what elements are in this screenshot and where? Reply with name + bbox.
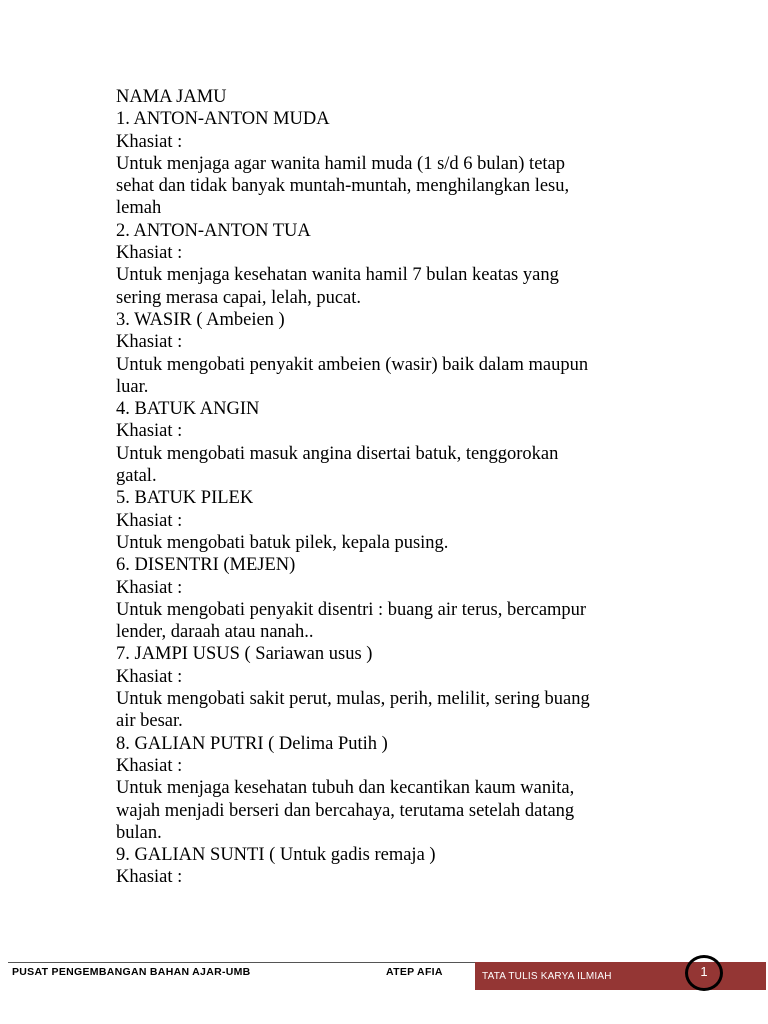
footer-institution: PUSAT PENGEMBANGAN BAHAN AJAR-UMB [12,966,251,978]
document-line: Khasiat : [116,332,183,353]
footer-course-title: TATA TULIS KARYA ILMIAH [482,971,612,982]
document-line: 6. DISENTRI (MEJEN) [116,555,296,576]
document-line: luar. [116,376,149,397]
document-line: Untuk menjaga kesehatan wanita hamil 7 bulan keatas yang [116,265,559,286]
document-line: NAMA JAMU [116,87,227,107]
document-line: Untuk menjaga kesehatan tubuh dan kecantikan kaum wanita, [116,778,575,799]
document-line: Untuk mengobati sakit perut, mulas, perih, melilit, sering buang [116,689,590,710]
document-line: lender, daraah atau nanah.. [116,622,314,643]
document-line: Khasiat : [116,755,183,776]
document-line: gatal. [116,466,157,487]
document-line: Khasiat : [116,131,183,152]
document-line: 1. ANTON-ANTON MUDA [116,109,330,130]
page-number: 1 [700,964,708,979]
document-line: 7. JAMPI USUS ( Sariawan usus ) [116,644,373,665]
document-line: lemah [116,198,162,219]
document-line: 2. ANTON-ANTON TUA [116,220,311,241]
document-line: Khasiat : [116,867,183,888]
document-line: Khasiat : [116,577,183,598]
document-line: bulan. [116,822,162,843]
document-line: 5. BATUK PILEK [116,488,254,509]
document-line: Untuk mengobati masuk angina disertai batuk, tenggorokan [116,443,559,464]
document-line: Untuk mengobati penyakit disentri : buang air terus, bercampur [116,599,587,620]
footer-author: ATEP AFIA [386,966,443,978]
document-line: Untuk mengobati penyakit ambeien (wasir) baik dalam maupun [116,354,589,375]
document-line: Khasiat : [116,421,183,442]
document-line: air besar. [116,711,183,732]
document-line: Khasiat : [116,243,183,264]
document-line: Khasiat : [116,510,183,531]
document-line: sering merasa capai, lelah, pucat. [116,287,362,308]
document-line: Untuk mengobati batuk pilek, kepala pusing. [116,532,449,553]
document-line: 4. BATUK ANGIN [116,399,260,420]
document-line: wajah menjadi berseri dan bercahaya, terutama setelah datang [116,800,575,821]
document-body [116,86,656,889]
document-line: 3. WASIR ( Ambeien ) [116,309,285,330]
document-line: sehat dan tidak banyak muntah-muntah, menghilangkan lesu, [116,176,570,197]
document-line: 8. GALIAN PUTRI ( Delima Putih ) [116,733,388,754]
document-line: Untuk menjaga agar wanita hamil muda (1 s/d 6 bulan) tetap [116,153,566,174]
document-line: Khasiat : [116,666,183,687]
document-line: 9. GALIAN SUNTI ( Untuk gadis remaja ) [116,845,436,866]
